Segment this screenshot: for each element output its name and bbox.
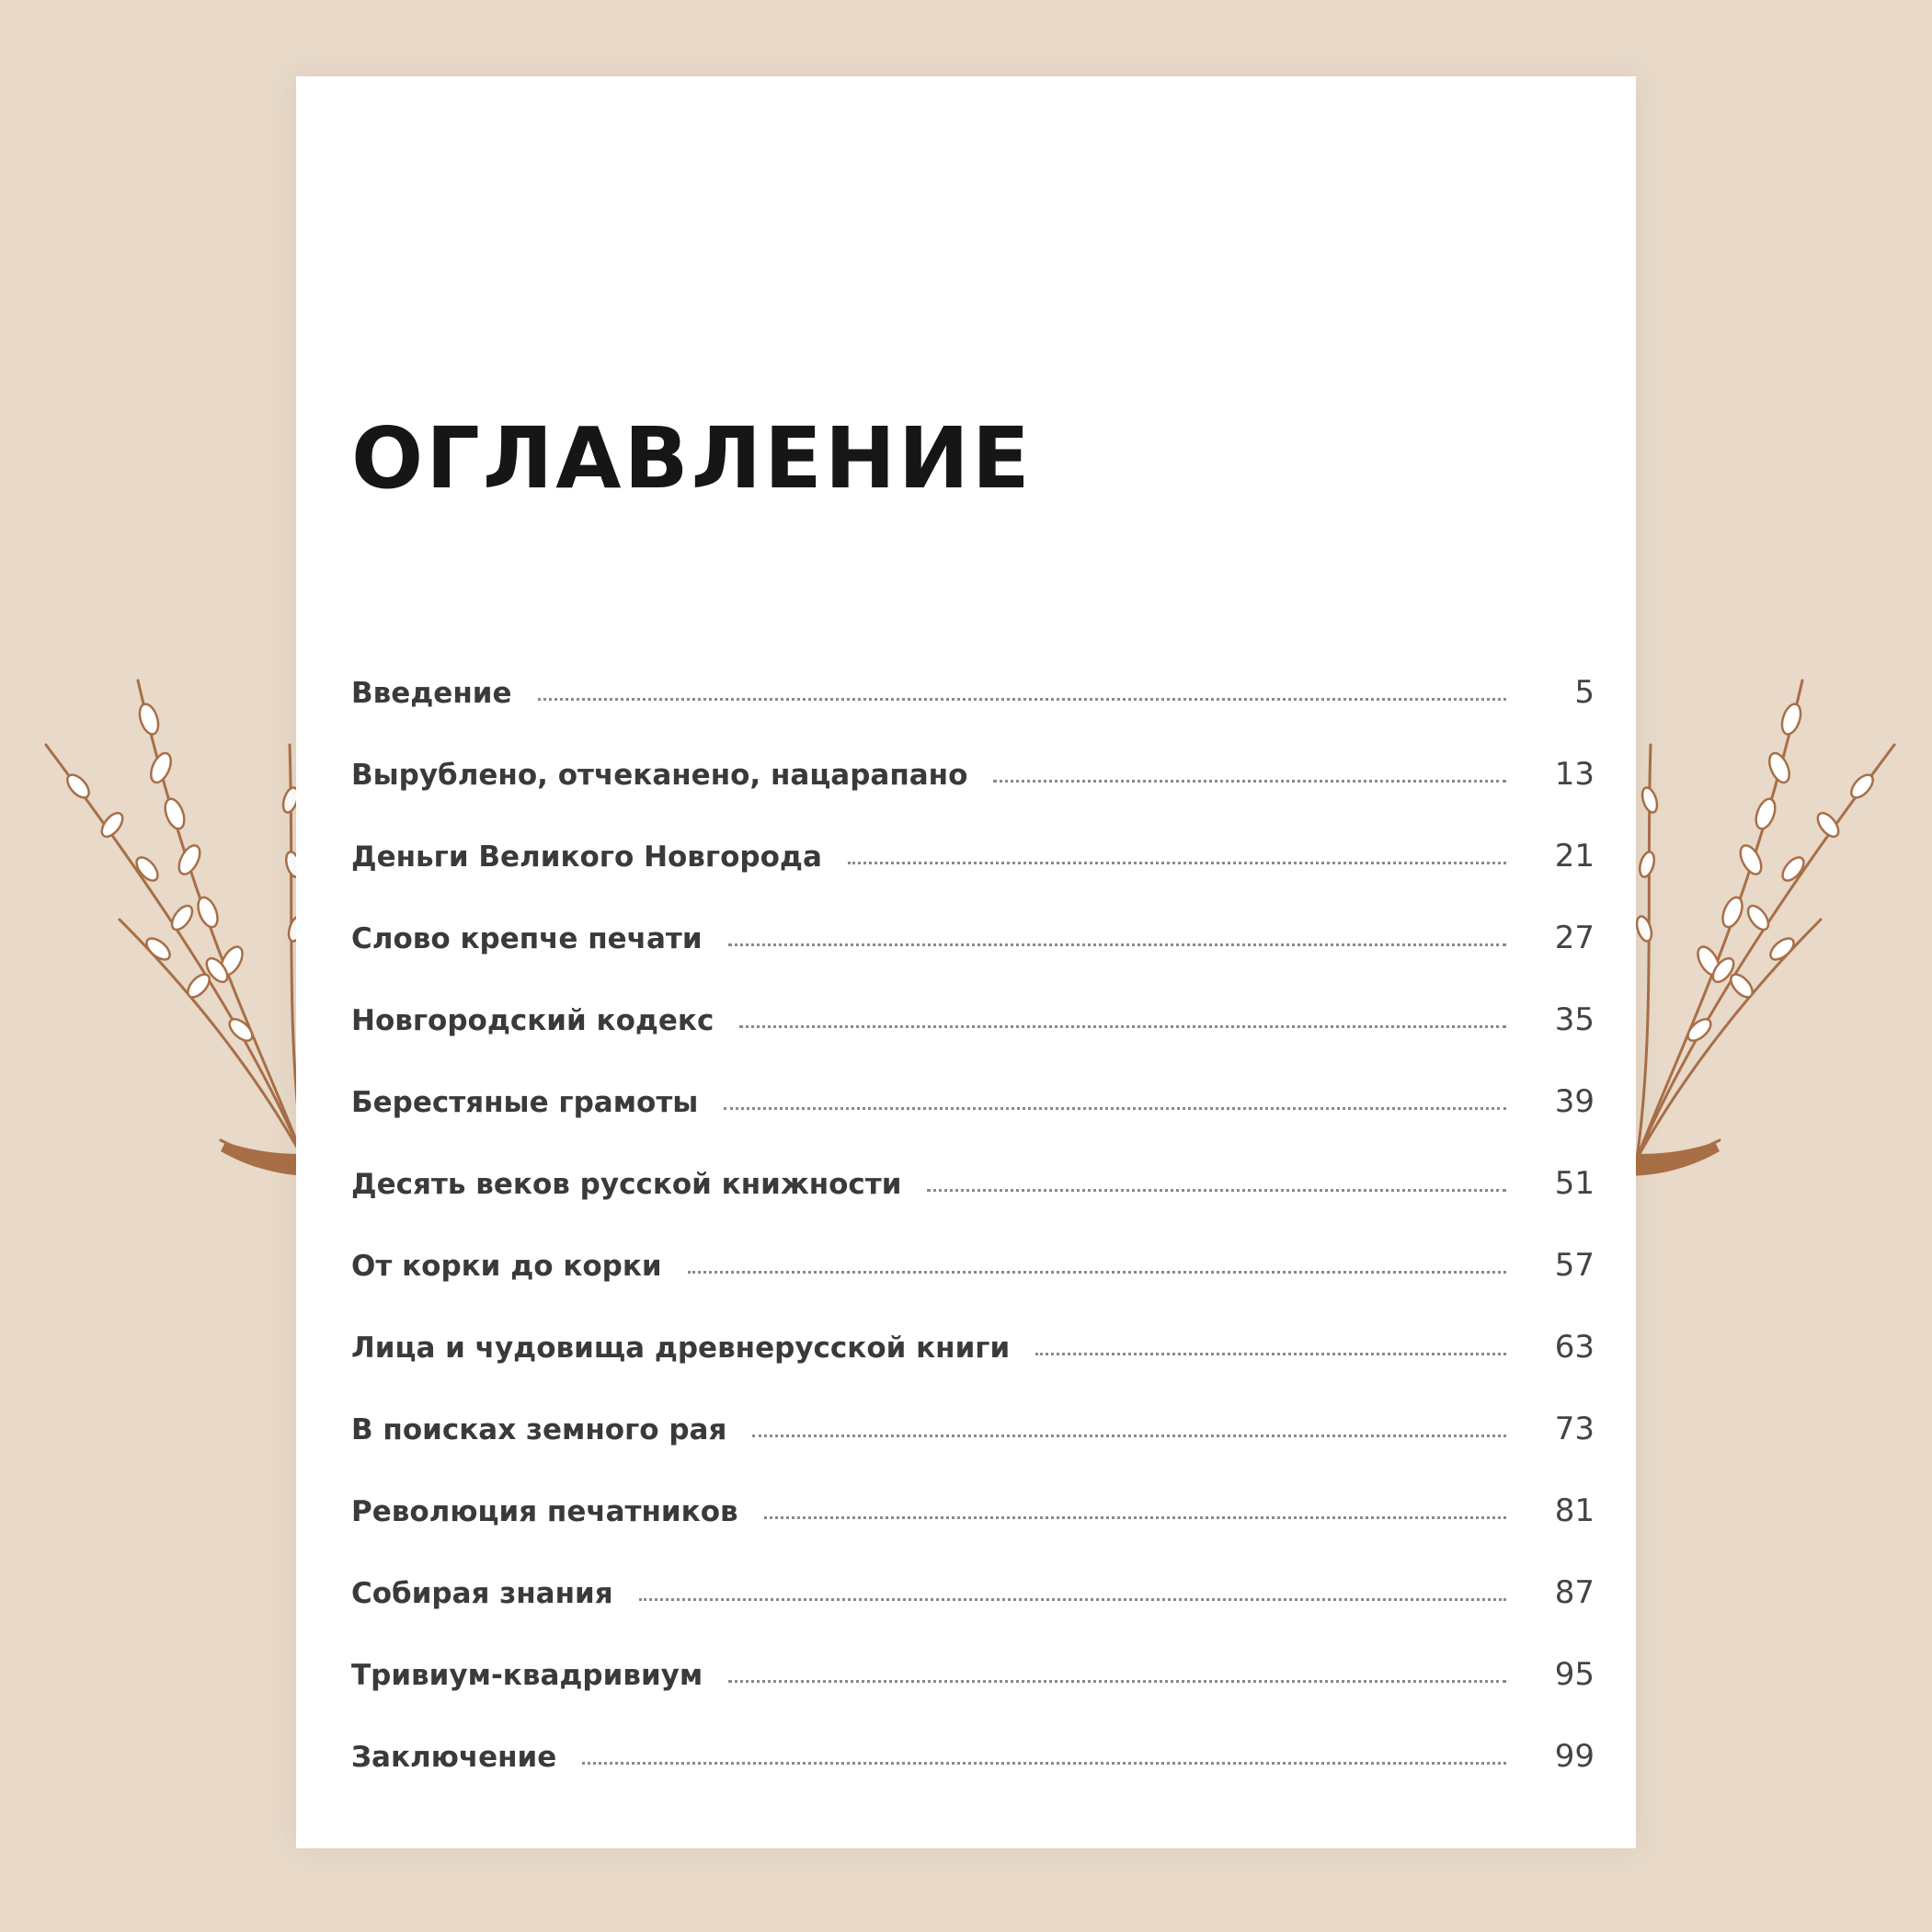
toc-page-number: 87 bbox=[1554, 1574, 1595, 1611]
dot-leader bbox=[927, 1189, 1506, 1192]
dot-leader bbox=[993, 780, 1506, 783]
toc-entry-title: Берестяные грамоты bbox=[351, 1086, 699, 1119]
toc-page-number: 73 bbox=[1554, 1411, 1595, 1447]
toc-entry-title: Вырублено, отчеканено, нацарапано bbox=[351, 759, 968, 792]
toc-page-number: 81 bbox=[1554, 1492, 1595, 1529]
toc-entry-title: Революция печатников bbox=[351, 1495, 738, 1528]
toc-entry-title: Лица и чудовища древнерусской книги bbox=[351, 1332, 1011, 1365]
toc-entry-title: От корки до корки bbox=[351, 1250, 662, 1283]
dot-leader bbox=[688, 1271, 1506, 1274]
toc-entry bbox=[351, 1656, 1595, 1738]
toc-entry bbox=[351, 1492, 1595, 1574]
toc-entry bbox=[351, 838, 1595, 920]
dot-leader bbox=[1035, 1353, 1506, 1355]
dot-leader bbox=[639, 1598, 1506, 1601]
toc-page-number: 51 bbox=[1554, 1165, 1595, 1202]
dot-leader bbox=[752, 1435, 1506, 1437]
dot-leader bbox=[739, 1025, 1506, 1028]
toc-entry-title: Слово крепче печати bbox=[351, 922, 703, 955]
toc-page-number: 35 bbox=[1554, 1001, 1595, 1038]
toc-entry bbox=[351, 1083, 1595, 1165]
toc-entry bbox=[351, 920, 1595, 1001]
toc-page-number: 39 bbox=[1554, 1083, 1595, 1120]
toc-page-number: 27 bbox=[1554, 920, 1595, 956]
toc-entry bbox=[351, 1247, 1595, 1329]
toc-entry-title: Собирая знания bbox=[351, 1577, 613, 1610]
toc-entry-title: Деньги Великого Новгорода bbox=[351, 840, 822, 874]
dot-leader bbox=[582, 1762, 1506, 1765]
toc-entry bbox=[351, 1411, 1595, 1492]
toc-page-number: 21 bbox=[1554, 838, 1595, 875]
dot-leader bbox=[728, 1680, 1506, 1683]
toc-entry bbox=[351, 1574, 1595, 1656]
toc-entry-title: Введение bbox=[351, 677, 512, 710]
toc-page-number: 57 bbox=[1554, 1247, 1595, 1284]
toc-entry-title: Заключение bbox=[351, 1741, 557, 1774]
toc-entry-title: Десять веков русской книжности bbox=[351, 1168, 902, 1201]
toc-entry-title: Новгородский кодекс bbox=[351, 1004, 714, 1037]
toc-entry bbox=[351, 1001, 1595, 1083]
page-title: ОГЛАВЛЕНИЕ bbox=[351, 409, 1033, 508]
dot-leader bbox=[724, 1107, 1506, 1110]
toc-entry-title: В поисках земного рая bbox=[351, 1413, 727, 1446]
toc-entry bbox=[351, 1329, 1595, 1411]
toc-page-number: 5 bbox=[1574, 674, 1595, 711]
toc-entry-title: Тривиум-квадривиум bbox=[351, 1659, 703, 1692]
toc-page-number: 95 bbox=[1554, 1656, 1595, 1693]
dot-leader bbox=[848, 862, 1506, 864]
toc-entry bbox=[351, 674, 1595, 756]
toc-list bbox=[351, 674, 1595, 1820]
toc-page-number: 13 bbox=[1554, 756, 1595, 793]
toc-entry bbox=[351, 1165, 1595, 1247]
toc-page-number: 63 bbox=[1554, 1329, 1595, 1366]
dot-leader bbox=[538, 698, 1507, 701]
toc-page-number: 99 bbox=[1554, 1738, 1595, 1775]
toc-entry bbox=[351, 756, 1595, 838]
dot-leader bbox=[764, 1516, 1506, 1519]
toc-entry bbox=[351, 1738, 1595, 1820]
dot-leader bbox=[728, 943, 1506, 946]
book-page bbox=[296, 76, 1636, 1848]
